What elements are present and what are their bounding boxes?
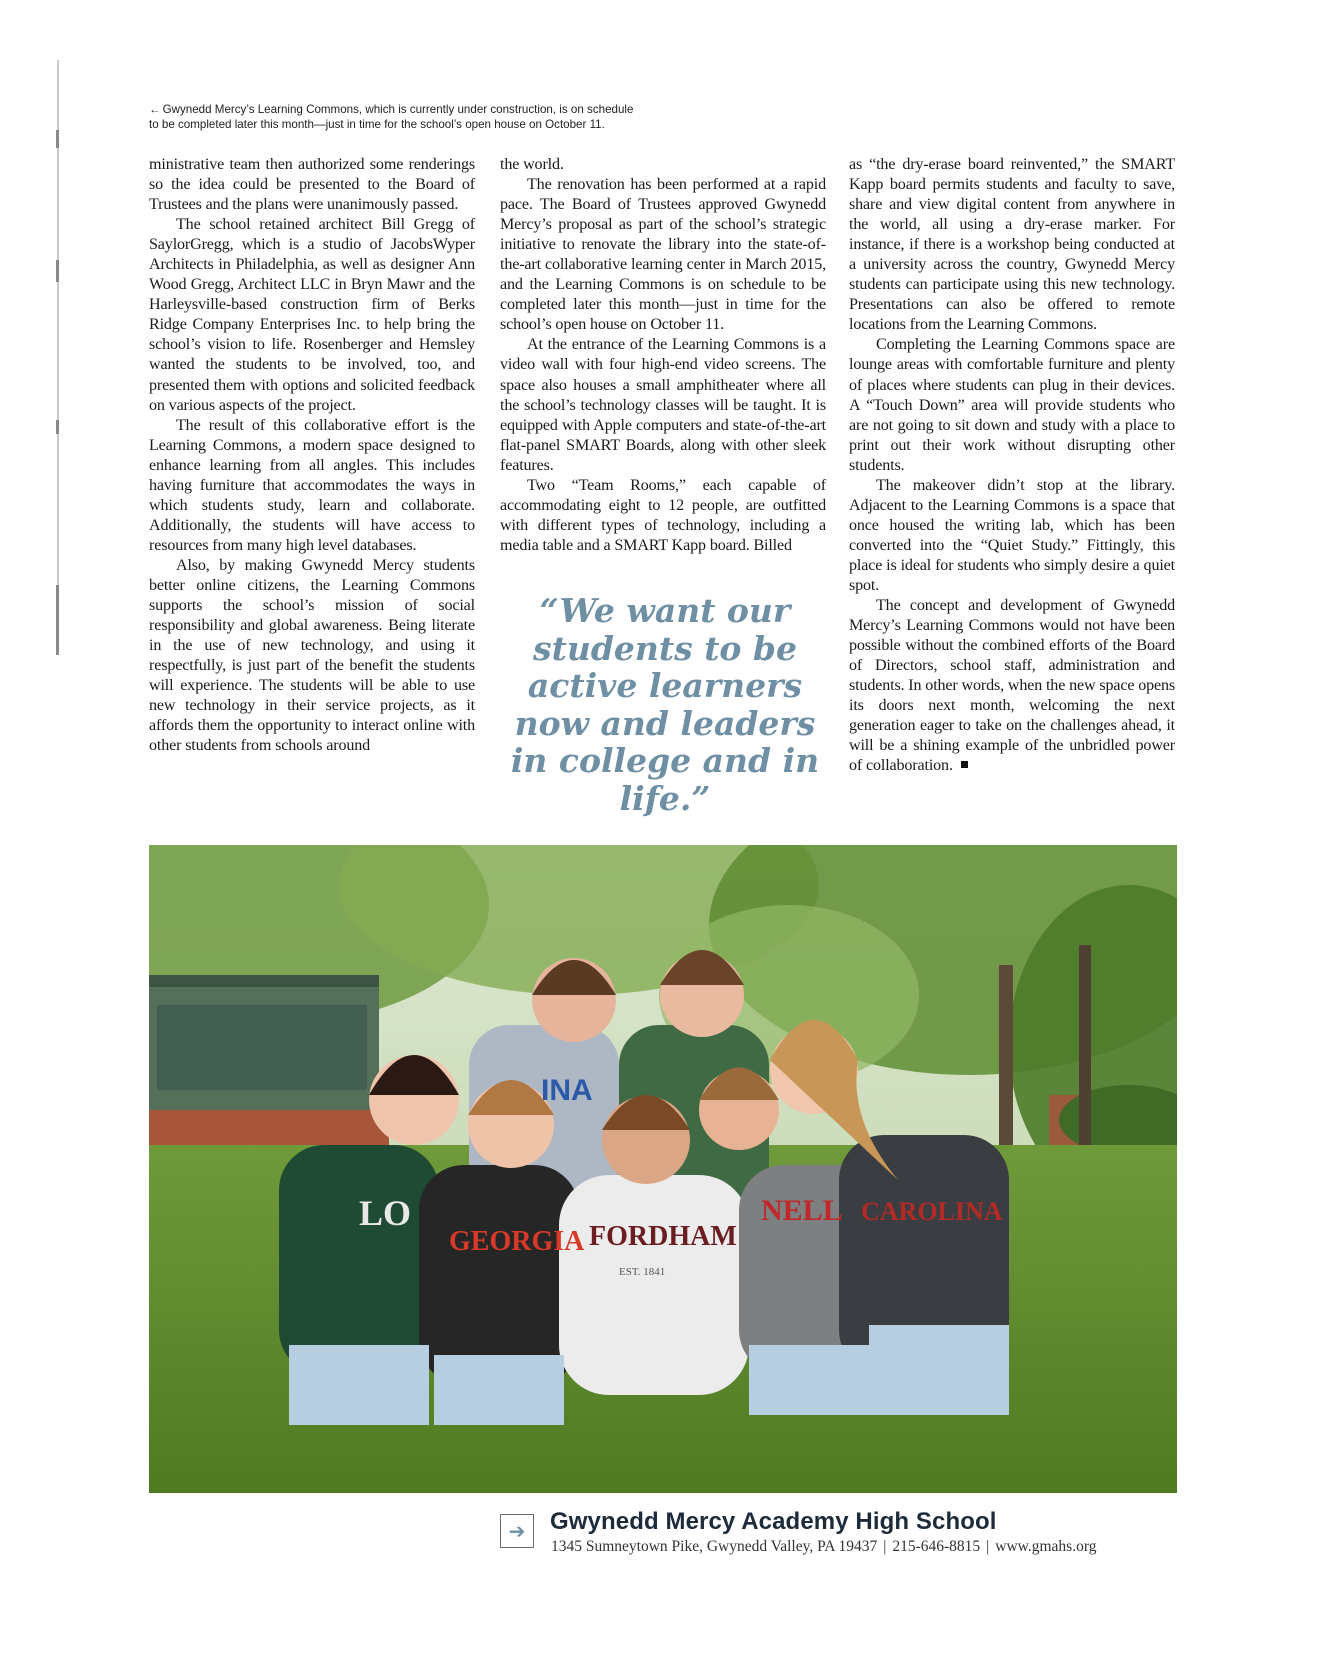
pull-quote: “We want our students to be active learners now and leaders in college and in life.” [510, 591, 820, 818]
sweatshirt-text: FORDHAM [589, 1221, 737, 1252]
school-website: www.gmahs.org [995, 1538, 1097, 1555]
paragraph: Two “Team Rooms,” each capable of accommodating eight to 12 people, are outfitted with different types of technology, including a media table and a SMART Kapp board. Billed [500, 476, 826, 554]
sweatshirt-text: NELL [761, 1194, 843, 1227]
gutter-mark [56, 260, 59, 282]
paragraph: The result of this collaborative effort is the Learning Commons, a modern space designed to enhance learning from all angles. This includes having furniture that accommodates the ways in which students study, learn and collaborate. Additionally, the students will have access to resources from many high level databases. [149, 416, 475, 554]
photo-caption [149, 103, 709, 132]
page-gutter-line [57, 60, 59, 655]
paragraph-final [849, 596, 1175, 776]
paragraph-text: The concept and development of Gwynedd Mercy’s Learning Commons would not have been possible without the combined efforts of the Board of Directors, school staff, administration and students. In other words, when the new space opens its doors next month, welcoming the next generation eager to take on the challenges ahead, it will be a shining example of the unbridled power of collaboration. [849, 597, 1175, 775]
right-arrow-icon: ➔ [500, 1514, 534, 1548]
gutter-mark [56, 420, 59, 434]
gutter-mark [56, 130, 59, 148]
paragraph: At the entrance of the Learning Commons is a video wall with four high-end video screens. The space also houses a small amphitheater where all the school’s technology classes will be taught. It is equipped with Apple computers and state-of-the-art flat-panel SMART Boards, along with other sleek features. [500, 336, 826, 474]
left-arrow-icon: ← [149, 103, 161, 116]
group-photo-illustration [149, 845, 1177, 1493]
separator: | [883, 1538, 887, 1555]
article-column-1 [149, 155, 475, 756]
sweatshirt-text: CAROLINA [861, 1197, 1003, 1226]
sweatshirt-text: INA [541, 1074, 593, 1107]
paragraph: The school retained architect Bill Gregg of SaylorGregg, which is a studio of JacobsWyper Architects in Philadelphia, as well as designer Ann Wood Gregg, Architect LLC in Bryn Mawr and the Harleysville-based construction firm of Berks Ridge Company Enterprises Inc. to help bring the school’s vision to life. Rosenberger and Hemsley wanted the students to be involved, too, and presented them with options and solicited feedback on various aspects of the project. [149, 216, 475, 414]
sweatshirt-text: GEORGIA [449, 1226, 585, 1257]
article-column-3 [849, 155, 1175, 776]
group-photo [149, 845, 1177, 1493]
paragraph: the world. [500, 156, 564, 173]
end-of-article-mark [961, 761, 968, 768]
caption-line-1: Gwynedd Mercy’s Learning Commons, which is currently under construction, is on schedule [162, 103, 634, 116]
school-contact-line [551, 1538, 1096, 1556]
school-address: 1345 Sumneytown Pike, Gwynedd Valley, PA 19437 [551, 1538, 878, 1555]
paragraph: as “the dry-erase board reinvented,” the SMART Kapp board permits students and faculty to save, share and view digital content from anywhere in the world, all using a dry-erase marker. For instance, if there is a workshop being conducted at a university across the country, Gwynedd Mercy students can participate using this new technology. Presentations can also be offered to remote locations from the Learning Commons. [849, 156, 1175, 334]
paragraph: Also, by making Gwynedd Mercy students better online citizens, the Learning Commons supports the school’s mission of social responsibility and global awareness. Being literate in the use of new technology, and using it respectfully, is just part of the benefit the students will experience. The students will be able to use new technology in their service projects, as it affords them the opportunity to interact online with other students from schools around [149, 556, 475, 755]
sweatshirt-text: LO [359, 1193, 412, 1233]
caption-line-2: to be completed later this month—just in time for the school’s open house on October 11. [149, 117, 605, 131]
paragraph: Completing the Learning Commons space are lounge areas with comfortable furniture and plenty of places where students can plug in their devices. A “Touch Down” area will provide students who are not going to sit down and study with a place to print out their work without disrupting other students. [849, 336, 1175, 474]
school-phone: 215-646-8815 [892, 1538, 981, 1555]
paragraph: ministrative team then authorized some renderings so the idea could be presented to the Board of Trustees and the plans were unanimously passed. [149, 156, 475, 214]
article-column-2 [500, 155, 826, 556]
paragraph: The renovation has been performed at a rapid pace. The Board of Trustees approved Gwynedd Mercy’s proposal as part of the school’s strategic initiative to renovate the library into the state-of-the-art collaborative learning center in March 2015, and the Learning Commons is on schedule to be completed later this month—just in time for the school’s open house on October 11. [500, 176, 826, 334]
school-name: Gwynedd Mercy Academy High School [550, 1508, 997, 1535]
gutter-mark [56, 585, 59, 655]
paragraph: The makeover didn’t stop at the library. Adjacent to the Learning Commons is a space that once housed the writing lab, which has been converted into the “Quiet Study.” Fittingly, this place is ideal for students who simply desire a quiet spot. [849, 476, 1175, 594]
separator: | [986, 1538, 990, 1555]
sweatshirt-text: EST. 1841 [619, 1266, 666, 1278]
